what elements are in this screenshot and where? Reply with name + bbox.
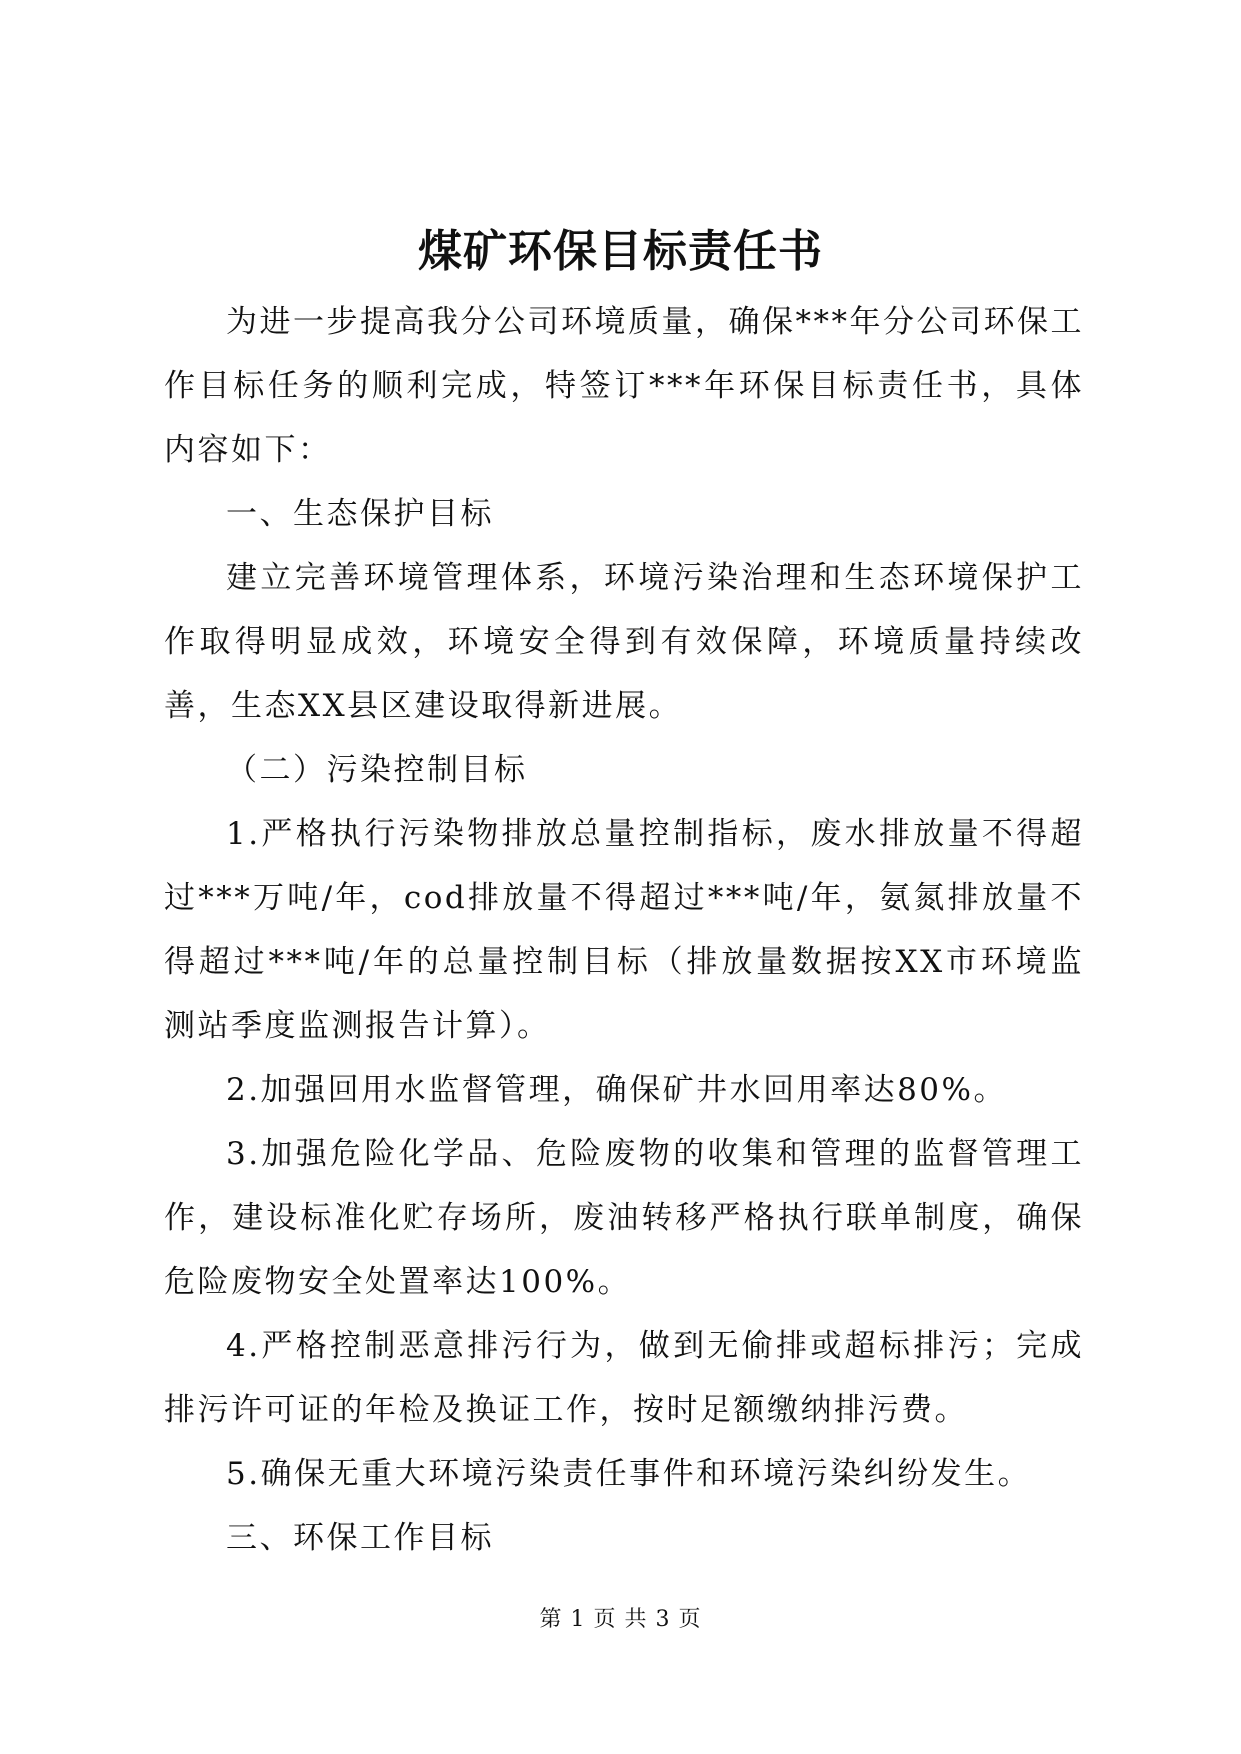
pollution-item-4: 4.严格控制恶意排污行为，做到无偷排或超标排污；完成排污许可证的年检及换证工作，按时足额缴纳排污费。 (164, 1328, 1084, 1428)
document-body (164, 290, 1084, 1570)
page-footer: 第 1 页 共 3 页 (539, 1607, 702, 1632)
document-title: 煤矿环保目标责任书 (418, 226, 823, 277)
pollution-item-3: 3.加强危险化学品、危险废物的收集和管理的监督管理工作，建设标准化贮存场所，废油转移严格执行联单制度，确保危险废物安全处置率达100%。 (164, 1136, 1084, 1300)
ecology-paragraph: 建立完善环境管理体系，环境污染治理和生态环境保护工作取得明显成效，环境安全得到有效保障，环境质量持续改善，生态XX县区建设取得新进展。 (164, 560, 1084, 724)
section-heading-ecology: 一、生态保护目标 (226, 496, 494, 532)
pollution-item-5: 5.确保无重大环境污染责任事件和环境污染纠纷发生。 (226, 1456, 1032, 1492)
section-heading-work: 三、环保工作目标 (226, 1520, 494, 1556)
pollution-item-2: 2.加强回用水监督管理，确保矿井水回用率达80%。 (226, 1072, 1007, 1108)
intro-paragraph: 为进一步提高我分公司环境质量，确保***年分公司环保工作目标任务的顺利完成，特签订***年环保目标责任书，具体内容如下： (164, 304, 1084, 468)
section-heading-pollution: （二）污染控制目标 (226, 752, 528, 788)
pollution-item-1: 1.严格执行污染物排放总量控制指标，废水排放量不得超过***万吨/年，cod排放量不得超过***吨/年，氨氮排放量不得超过***吨/年的总量控制目标（排放量数据按XX市环境监测站季度监测报告计算）。 (164, 816, 1084, 1044)
